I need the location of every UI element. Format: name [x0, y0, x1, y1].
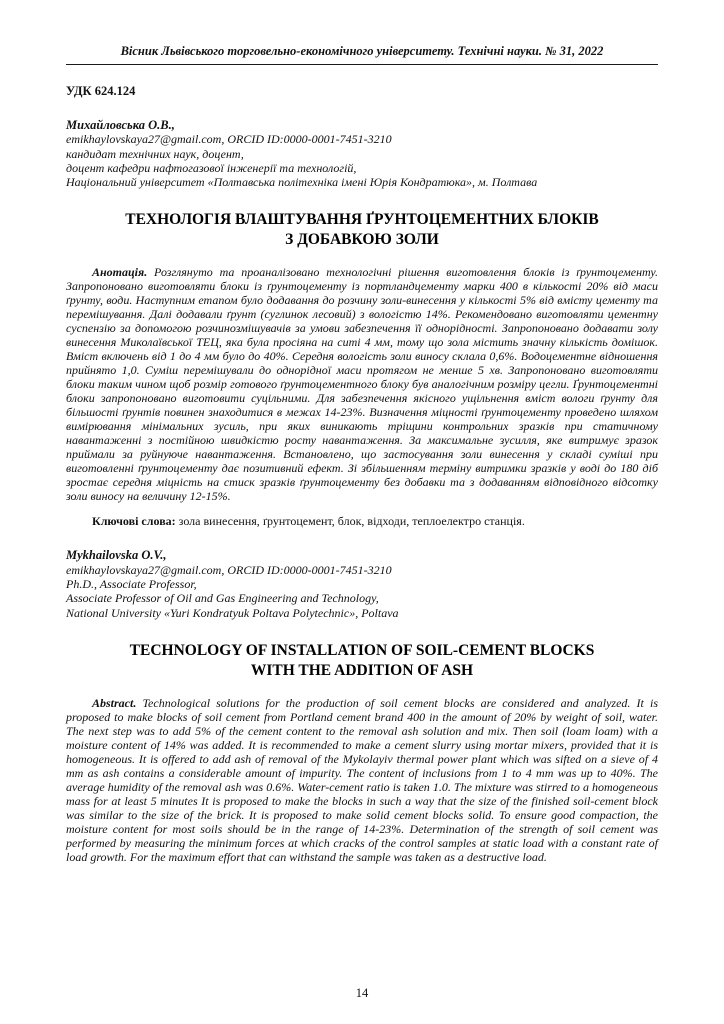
- journal-header-text: Вісник Львівського торговельно-економічного університету. Технічні науки. № 31, 2022: [120, 44, 604, 58]
- article-title-ua-line1: ТЕХНОЛОГІЯ ВЛАШТУВАННЯ ҐРУНТОЦЕМЕНТНИХ БЛОКІВ: [125, 211, 599, 229]
- author-email-orcid-ua: emikhaylovskaya27@gmail.com, ORCID ID:0000-0001-7451-3210: [66, 132, 392, 147]
- abstract-text-en: Technological solutions for the production of soil cement blocks are considered and analyzed. It is proposed to make blocks of soil cement from Portland cement brand 400 in the amount of 20% by weight of soil, water. The next step was to add 5% of the cement content to the removal ash solution and mix. Then soil (loam loam) with a moisture content of 14% was added. It is recommended to make a cement slurry using mortar mixers, provided that it is homogeneous. It is offered to add ash of removal of the Mykolayiv thermal power plant which was sifted on a sieve of 4 mm as ash contains a considerable amount of impurity. The content of inclusions from 1 to 4 mm was up to 40%. The average humidity of the removal ash was 0.6%. Water-cement ratio is taken 1.0. The mixture was stirred to a homogeneous mass for at least 5 minutes It is proposed to make the blocks in such a way that the size of the finished soil-cement block was similar to the size of the brick. It is proposed to make solid cement blocks solid. To ensure good compaction, the moisture content for most soils should be in the range of 14-23%. Determination of the strength of soil cement was performed by measuring the minimum forces at which cracks of the control samples at static load with a constant rate of load growth. For the maximum effort that can withstand the sample was taken as a destructive load.: [66, 695, 658, 864]
- keywords-ua: [66, 514, 658, 528]
- udk-code: УДК 624.124: [66, 84, 136, 98]
- keywords-label: Ключові слова:: [92, 514, 176, 529]
- article-title-ua: [66, 210, 658, 250]
- abstract-ua: [66, 265, 658, 503]
- author-block-ua: [66, 118, 658, 189]
- author-position-en: Associate Professor of Oil and Gas Engineering and Technology,: [66, 591, 379, 606]
- author-block-en: [66, 548, 658, 619]
- abstract-text-ua: Розглянуто та проаналізовано технологічні рішення виготовлення блоків із ґрунтоцементу. Запропоновано виготовляти блоки із ґрунтоцементу із портландцементу марки 400 в кількості 20% від маси ґрунту, води. Наступним етапом було додавання до розчину золи-винесення у кількості 5% від вмісту цементу та перемішування. Далі додавали ґрунт (суглинок лесовий) з вологістю 14%. Рекомендовано виготовляти цементну суспензію за допомогою розчинозмішувачів за умови забезпечення її однорідності. Запропоновано додавати золу винесення Миколаївської ТЕЦ, яка була просіяна на ситі 4 мм, тому що зола містить значну кількість домішок. Вміст включень від 1 до 4 мм було до 40%. Середня вологість золи виносу склала 0,6%. Водоцементне відношення прийнято 1,0. Суміш перемішували до однорідної маси протягом не менше 5 хв. Запропоновано виготовляти блоки таким чином щоб розмір готового ґрунтоцементного блоку був аналогічним розміру цегли. Ґрунтоцементні блоки запропоновано виготовити суцільними. Для забезпечення якісного ущільнення вміст вологи ґрунту для більшості ґрунтів повинен знаходитися в межах 14-23%. Визначення міцності ґрунтоцементу проведено шляхом вимірювання мінімальних зусиль, при яких виникають тріщини контрольних зразків при статичному навантаженні з постійною швидкістю росту навантаження. За максимальне зусилля, яке витримує зразок приймали за руйнуюче навантаження. Встановлено, що застосування золи винесення у складі суміші при виготовленні ґрунтоцементу дає позитивний ефект. Зі збільшенням терміну витримки зразків у воді до 180 діб зростає середня міцність на стиск зразків ґрунтоцементу без добавки та з додаванням відповідного відсотку золи виносу на величину 12-15%.: [66, 265, 658, 504]
- author-name-ua: Михайловська О.В.,: [66, 118, 175, 132]
- author-degree-ua: кандидат технічних наук, доцент,: [66, 146, 244, 161]
- article-title-ua-line2: З ДОБАВКОЮ ЗОЛИ: [285, 231, 439, 249]
- article-title-en: [66, 641, 658, 681]
- abstract-label-en: Abstract.: [92, 695, 137, 710]
- abstract-en: [66, 696, 658, 864]
- article-title-en-line2: WITH THE ADDITION OF ASH: [250, 661, 474, 679]
- author-affiliation-ua: Національний університет «Полтавська політехніка імені Юрія Кондратюка», м. Полтава: [66, 175, 538, 190]
- author-position-ua: доцент кафедри нафтогазової інженерії та технологій,: [66, 160, 357, 175]
- article-title-en-line1: TECHNOLOGY OF INSTALLATION OF SOIL-CEMENT BLOCKS: [129, 641, 595, 659]
- author-email-orcid-en: emikhaylovskaya27@gmail.com, ORCID ID:0000-0001-7451-3210: [66, 562, 392, 577]
- journal-header: [66, 44, 658, 65]
- author-name-en: Mykhailovska O.V.,: [66, 548, 167, 563]
- page-number: 14: [355, 986, 369, 1000]
- keywords-text: зола винесення, ґрунтоцемент, блок, відходи, теплоелектро станція.: [178, 514, 525, 529]
- author-degree-en: Ph.D., Associate Professor,: [66, 577, 197, 592]
- author-affiliation-en: National University «Yuri Kondratyuk Poltava Polytechnic», Poltava: [66, 605, 399, 620]
- abstract-label-ua: Анотація.: [92, 265, 148, 280]
